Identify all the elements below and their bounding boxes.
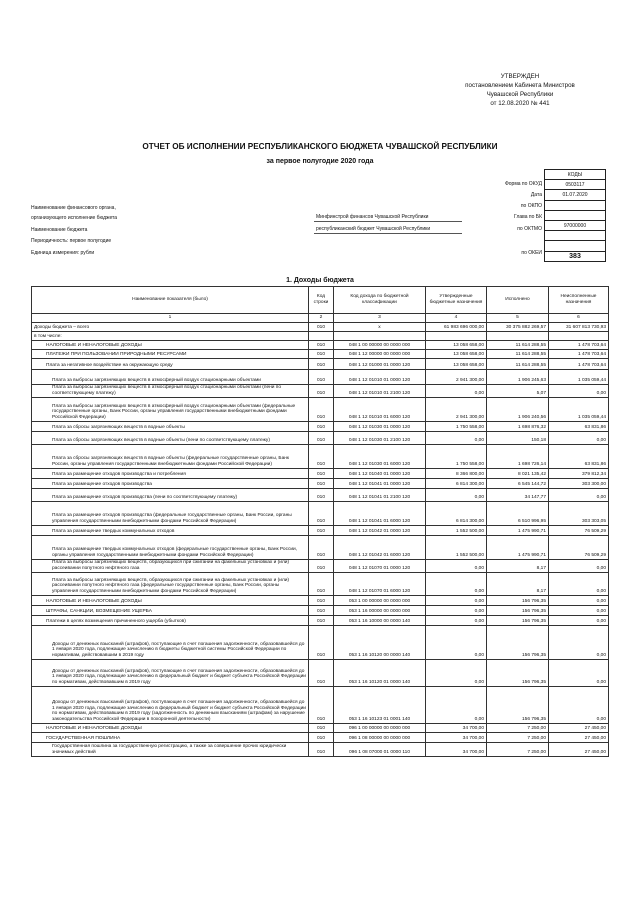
cell-approved [426,332,487,341]
cell-code: 010 [309,526,334,536]
cell-kbk: 048 1 12 01030 01 0000 120 [334,422,426,432]
cell-kbk: 096 1 08 00000 00 0000 000 [334,733,426,743]
cell-approved: 2 941 300,00 [426,370,487,385]
cell-code: 010 [309,422,334,432]
cell-executed: 30 375 882 269,57 [487,323,549,332]
cell-executed: 1 698 876,32 [487,422,549,432]
cell-unexecuted: 303 300,00 [549,479,609,489]
column-number: 3 [334,314,426,323]
cell-approved: 0,00 [426,432,487,445]
cell-code: 010 [309,359,334,370]
budget-value: республиканский бюджет Чувашской Республики [316,226,431,232]
cell-kbk: 048 1 12 00000 00 0000 000 [334,350,426,359]
cell-executed: 11 614 288,55 [487,350,549,359]
cell-kbk: 048 1 00 00000 00 0000 000 [334,341,426,350]
cell-approved: 2 941 300,00 [426,398,487,422]
cell-executed: 7 250,00 [487,724,549,733]
cell-unexecuted: 0,00 [549,660,609,687]
column-header: Утвержденные бюджетные назначения [426,287,487,314]
cell-unexecuted: 27 450,00 [549,724,609,733]
cell-kbk: 048 1 12 01070 01 0000 120 [334,560,426,573]
table-row [32,398,609,422]
cell-name: Плата за негативное воздействие на окружающую среду [32,359,309,370]
cell-executed: 156 796,35 [487,616,549,626]
cell-executed: 1 475 990,71 [487,526,549,536]
cell-executed: 34 147,77 [487,489,549,502]
cell-code: 010 [309,489,334,502]
cell-code: 010 [309,445,334,469]
table-row [32,606,609,616]
cell-code: 010 [309,398,334,422]
column-number: 5 [487,314,549,323]
cell-kbk: 048 1 12 01030 01 6000 120 [334,445,426,469]
cell-code: 010 [309,385,334,398]
bk-label: Глава по БК [514,214,542,220]
cell-unexecuted [549,332,609,341]
table-row [32,536,609,560]
cell-approved: 0,00 [426,616,487,626]
fin-org-label-1: Наименование финансового органа, [31,205,116,211]
cell-executed: 156 796,35 [487,626,549,660]
okei-label: по ОКЕИ [521,250,542,256]
cell-unexecuted: 63 831,86 [549,445,609,469]
column-number: 6 [549,314,609,323]
okud-label: Форма по ОКУД [504,181,542,187]
cell-kbk: 053 1 16 10120 01 0000 140 [334,660,426,687]
cell-executed: 7 250,00 [487,743,549,757]
okpo-value [545,200,606,210]
cell-code: 010 [309,323,334,332]
cell-name: Плата за размещение отходов производства (пени по соответствующему платежу) [32,489,309,502]
cell-executed: 150,18 [487,432,549,445]
table-row [32,733,609,743]
cell-name: Плата за сбросы загрязняющих веществ в водные объекты [32,422,309,432]
cell-unexecuted: 1 478 703,64 [549,350,609,359]
cell-executed: 1 906 240,56 [487,398,549,422]
cell-code: 010 [309,724,334,733]
cell-approved: 34 700,00 [426,724,487,733]
cell-kbk: 053 1 16 10000 00 0000 140 [334,616,426,626]
cell-unexecuted: 63 831,86 [549,422,609,432]
cell-code: 010 [309,573,334,596]
cell-unexecuted: 0,00 [549,489,609,502]
okei-value: 383 [545,251,606,261]
cell-unexecuted: 1 478 703,64 [549,341,609,350]
cell-kbk: x [334,323,426,332]
cell-unexecuted: 0,00 [549,626,609,660]
cell-approved: 0,00 [426,687,487,724]
table-row [32,626,609,660]
section-title: 1. Доходы бюджета [286,277,354,284]
cell-code: 010 [309,660,334,687]
cell-kbk: 048 1 12 01000 01 0000 120 [334,359,426,370]
date-value: 01.07.2020 [545,190,606,200]
cell-kbk: 053 1 16 00000 00 0000 000 [334,606,426,616]
cell-approved: 0,00 [426,596,487,606]
table-row [32,341,609,350]
column-header: Исполнено [487,287,549,314]
cell-name: Плата за выбросы загрязняющих веществ в атмосферный воздух стационарными объектами (пени по соответствующему платежу) [32,385,309,398]
fin-org-label-2: организующего исполнение бюджета [31,215,118,221]
cell-executed: 156 796,35 [487,596,549,606]
table-row [32,560,609,573]
cell-executed: 11 614 288,55 [487,359,549,370]
report-title: ОТЧЕТ ОБ ИСПОЛНЕНИИ РЕСПУБЛИКАНСКОГО БЮДЖЕТА ЧУВАШСКОЙ РЕСПУБЛИКИ [142,142,498,151]
table-row [32,687,609,724]
cell-approved: 34 700,00 [426,733,487,743]
cell-approved: 8 366 800,00 [426,469,487,479]
report-subtitle: за первое полугодие 2020 года [266,158,374,165]
table-row [32,489,609,502]
table-row [32,350,609,359]
cell-executed [487,332,549,341]
cell-code: 010 [309,536,334,560]
cell-approved: 34 700,00 [426,743,487,757]
cell-approved: 0,00 [426,560,487,573]
table-row [32,445,609,469]
cell-kbk: 053 1 16 10123 01 0001 140 [334,687,426,724]
empty-code [545,241,606,251]
table-row [32,596,609,606]
cell-approved: 6 814 300,00 [426,502,487,526]
cell-approved: 61 983 696 000,00 [426,323,487,332]
cell-kbk: 048 1 12 01070 01 6000 120 [334,573,426,596]
cell-name: ГОСУДАРСТВЕННАЯ ПОШЛИНА [32,733,309,743]
table-row [32,616,609,626]
cell-unexecuted: 76 509,29 [549,526,609,536]
cell-unexecuted: 379 812,34 [549,469,609,479]
codes-box [544,169,606,262]
oktmo-label: по ОКТМО [517,226,542,232]
cell-approved: 0,00 [426,573,487,596]
cell-unexecuted: 76 509,29 [549,536,609,560]
column-numbers-row [32,314,609,323]
cell-approved: 0,00 [426,660,487,687]
cell-approved: 0,00 [426,626,487,660]
cell-approved: 13 058 658,00 [426,350,487,359]
cell-kbk: 048 1 12 01041 01 0000 120 [334,479,426,489]
date-label: Дата [530,192,542,198]
cell-name: НАЛОГОВЫЕ И НЕНАЛОГОВЫЕ ДОХОДЫ [32,724,309,733]
cell-code: 010 [309,596,334,606]
cell-code: 010 [309,606,334,616]
cell-unexecuted: 0,00 [549,432,609,445]
table-row [32,385,609,398]
cell-name: Плата за выбросы загрязняющих веществ в атмосферный воздух стационарными объектами [32,370,309,385]
cell-kbk: 053 1 00 00000 00 0000 000 [334,596,426,606]
cell-unexecuted: 1 035 059,44 [549,370,609,385]
table-row [32,660,609,687]
budget-underline [314,233,462,234]
cell-kbk: 048 1 12 01042 01 0000 120 [334,526,426,536]
cell-code: 010 [309,370,334,385]
cell-executed: 5,07 [487,385,549,398]
column-header: Код строки [309,287,334,314]
cell-name: Платежи в целях возмещения причиненного ущерба (убытков) [32,616,309,626]
okpo-label: по ОКПО [520,203,542,209]
fin-org-underline [314,221,462,222]
cell-unexecuted: 0,00 [549,687,609,724]
cell-code: 010 [309,560,334,573]
cell-name: Доходы от денежных взысканий (штрафов), поступающие в счет погашения задолженности, образовавшейся до 1 января 2020 года, подлежащие зачислению в федеральный бюджет и бюджет субъекта Российской Федерации по нормативам, действовавшим в 2019 году [32,660,309,687]
table-row [32,432,609,445]
cell-name: Плата за выбросы загрязняющих веществ в атмосферный воздух стационарными объектами (федеральные государственные органы, Банк России, органы управления государственными внебюджетными фондами Российской Федерации) [32,398,309,422]
cell-code: 010 [309,502,334,526]
cell-executed: 1 906 245,63 [487,370,549,385]
cell-code [309,332,334,341]
codes-title: КОДЫ [545,170,606,180]
cell-kbk: 048 1 12 01010 01 0000 120 [334,370,426,385]
cell-unexecuted: 0,00 [549,573,609,596]
cell-executed: 1 475 990,71 [487,536,549,560]
cell-code: 010 [309,479,334,489]
table-header-row [32,287,609,314]
cell-name: Доходы бюджета – всего [32,323,309,332]
cell-unexecuted: 0,00 [549,385,609,398]
cell-executed: 156 796,35 [487,606,549,616]
cell-executed: 11 614 288,55 [487,341,549,350]
table-row [32,332,609,341]
cell-unexecuted: 0,00 [549,616,609,626]
table-row [32,526,609,536]
column-number: 4 [426,314,487,323]
cell-name: Плата за выбросы загрязняющих веществ, образующихся при сжигании на факельных установках и (или) рассеивании попутного нефтяного газа (федеральные государственные органы, Банк России, органы управления государственными внебюджетными фондами Российской Федерации) [32,573,309,596]
cell-name: Плата за сбросы загрязняющих веществ в водные объекты (пени по соответствующему платежу) [32,432,309,445]
cell-code: 010 [309,432,334,445]
cell-kbk: 096 1 08 07000 01 0000 110 [334,743,426,757]
cell-name: Плата за размещение твердых коммунальных отходов (федеральные государственные органы, Банк России, органы управления государственными внебюджетными фондами Российской Федерации) [32,536,309,560]
cell-code: 010 [309,469,334,479]
cell-approved: 6 814 300,00 [426,479,487,489]
bk-value [545,210,606,220]
column-number: 1 [32,314,309,323]
cell-code: 010 [309,341,334,350]
cell-unexecuted: 0,00 [549,560,609,573]
cell-executed: 6 545 144,72 [487,479,549,489]
cell-unexecuted: 27 450,00 [549,733,609,743]
table-row [32,573,609,596]
cell-approved: 0,00 [426,606,487,616]
cell-unexecuted: 0,00 [549,606,609,616]
oktmo-value: 97000000 [545,220,606,230]
cell-kbk: 048 1 12 01010 01 2100 120 [334,385,426,398]
cell-executed: 8 021 135,42 [487,469,549,479]
cell-executed: 156 796,35 [487,660,549,687]
cell-kbk: 048 1 12 01040 01 0000 120 [334,469,426,479]
approval-line: постановлением Кабинета Министров [465,82,575,89]
table-row [32,359,609,370]
cell-name: Плата за выбросы загрязняющих веществ, образующихся при сжигании на факельных установках и (или) рассеивании попутного нефтяного газа [32,560,309,573]
approval-line: УТВЕРЖДЕН [500,73,540,80]
budget-label: Наименование бюджета [31,227,88,233]
table-row [32,479,609,489]
cell-unexecuted: 27 450,00 [549,743,609,757]
cell-name: Плата за размещение отходов производства и потребления [32,469,309,479]
cell-code: 010 [309,733,334,743]
cell-approved: 1 552 500,00 [426,526,487,536]
cell-unexecuted: 1 478 703,64 [549,359,609,370]
cell-unexecuted: 0,00 [549,596,609,606]
column-header: Код дохода по бюджетной классификации [334,287,426,314]
cell-code: 010 [309,616,334,626]
cell-name: НАЛОГОВЫЕ И НЕНАЛОГОВЫЕ ДОХОДЫ [32,596,309,606]
cell-unexecuted: 1 035 059,44 [549,398,609,422]
cell-approved: 0,00 [426,385,487,398]
cell-kbk: 048 1 12 01042 01 6000 120 [334,536,426,560]
period-label: Периодичность: первое полугодие [31,238,112,244]
cell-name: Государственная пошлина за государственную регистрацию, а также за совершение прочих юридически значимых действий [32,743,309,757]
column-header: Неисполненные назначения [549,287,609,314]
cell-kbk: 048 1 12 01010 01 6000 120 [334,398,426,422]
cell-name: НАЛОГОВЫЕ И НЕНАЛОГОВЫЕ ДОХОДЫ [32,341,309,350]
cell-approved: 1 552 500,00 [426,536,487,560]
cell-approved: 0,00 [426,489,487,502]
cell-name: в том числе: [32,332,309,341]
cell-kbk: 048 1 12 01041 01 6000 120 [334,502,426,526]
table-row [32,323,609,332]
cell-name: Доходы от денежных взысканий (штрафов), поступающие в счет погашения задолженности, образовавшейся до 1 января 2020 года, подлежащие зачислению в бюджеты бюджетной системы Российской Федерации по нормативам, действовавшим в 2019 году [32,626,309,660]
table-row [32,370,609,385]
column-number: 2 [309,314,334,323]
cell-executed: 8,17 [487,560,549,573]
table-row [32,422,609,432]
cell-executed: 8,17 [487,573,549,596]
income-table [31,286,609,757]
empty-code [545,231,606,241]
okud-value: 0503117 [545,180,606,190]
cell-approved: 1 750 558,00 [426,445,487,469]
cell-code: 010 [309,743,334,757]
cell-executed: 1 698 726,14 [487,445,549,469]
column-header: Наименование показателя (было) [32,287,309,314]
cell-code: 010 [309,350,334,359]
table-row [32,502,609,526]
cell-name: Плата за сбросы загрязняющих веществ в водные объекты (федеральные государственные органы, Банк России, органы управления государственными внебюджетными фондами Российской Федерации) [32,445,309,469]
unit-label: Единица измерения: рубли [31,250,95,256]
approval-line: Чувашской Республики [486,91,554,98]
cell-kbk [334,332,426,341]
cell-executed: 6 510 996,95 [487,502,549,526]
cell-approved: 13 058 658,00 [426,341,487,350]
approval-line: от 12.08.2020 № 441 [490,100,550,107]
cell-kbk: 048 1 12 01030 01 2100 120 [334,432,426,445]
cell-unexecuted: 31 607 813 730,93 [549,323,609,332]
cell-code: 010 [309,626,334,660]
cell-code: 010 [309,687,334,724]
cell-name: ПЛАТЕЖИ ПРИ ПОЛЬЗОВАНИИ ПРИРОДНЫМИ РЕСУРСАМИ [32,350,309,359]
cell-name: ШТРАФЫ, САНКЦИИ, ВОЗМЕЩЕНИЕ УЩЕРБА [32,606,309,616]
fin-org-value: Минфинстрой финансов Чувашской Республики [316,214,429,220]
table-row [32,724,609,733]
cell-executed: 7 250,00 [487,733,549,743]
cell-name: Плата за размещение отходов производства [32,479,309,489]
cell-kbk: 048 1 12 01041 01 2100 120 [334,489,426,502]
cell-name: Доходы от денежных взысканий (штрафов), поступающие в счет погашения задолженности, образовавшейся до 1 января 2020 года, подлежащие зачислению в федеральный бюджет и бюджет субъекта Российской Федерации по нормативам, действовавшим в 2019 году (задолженность по денежным взысканиям (штрафам) за нарушение законодательства Российской Федерации в похоронной деятельности) [32,687,309,724]
cell-unexecuted: 303 303,05 [549,502,609,526]
cell-kbk: 096 1 00 00000 00 0000 000 [334,724,426,733]
cell-approved: 13 058 658,00 [426,359,487,370]
table-row [32,743,609,757]
cell-name: Плата за размещение отходов производства (федеральные государственные органы, Банк России, органы управления государственными внебюджетными фондами Российской Федерации) [32,502,309,526]
cell-approved: 1 750 558,00 [426,422,487,432]
cell-executed: 156 796,35 [487,687,549,724]
cell-kbk: 053 1 16 10120 00 0000 140 [334,626,426,660]
cell-name: Плата за размещение твердых коммунальных отходов [32,526,309,536]
approval-stamp [440,72,600,108]
table-row [32,469,609,479]
